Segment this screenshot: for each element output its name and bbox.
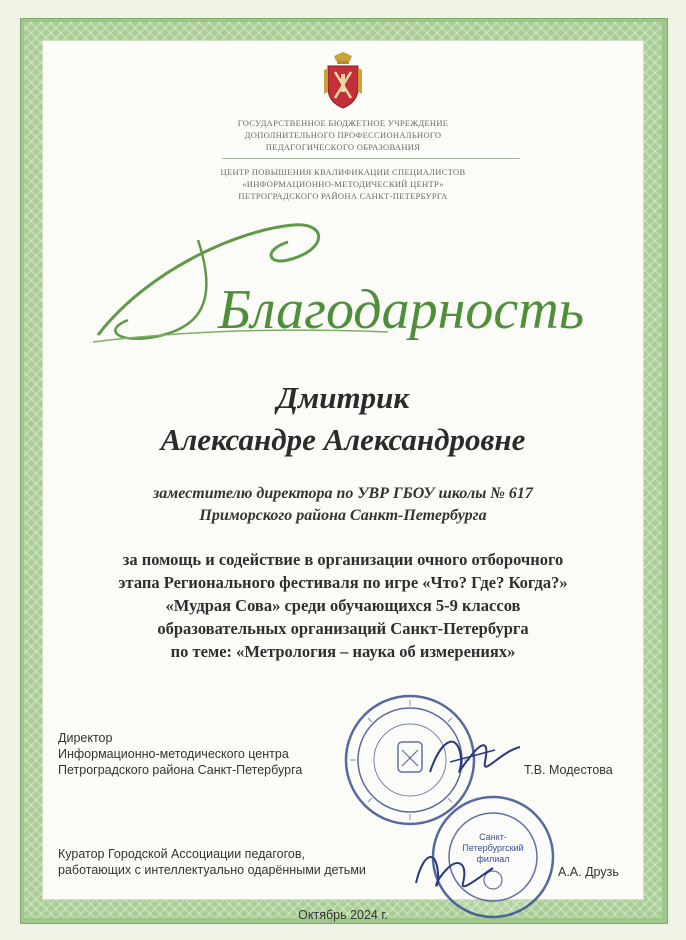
signatory1-title (58, 730, 302, 778)
signatory2-title (58, 846, 366, 878)
institution-line: ДОПОЛНИТЕЛЬНОГО ПРОФЕССИОНАЛЬНОГО (244, 130, 442, 140)
header-divider (222, 158, 520, 159)
center-line: «ИНФОРМАЦИОННО-МЕТОДИЧЕСКИЙ ЦЕНТР» (242, 179, 444, 189)
stamp-center-line: филиал (476, 854, 510, 864)
center-line: ЦЕНТР ПОВЫШЕНИЯ КВАЛИФИКАЦИИ СПЕЦИАЛИСТОВ (220, 167, 466, 177)
issue-date: Октябрь 2024 г. (298, 908, 388, 922)
reason-text (0, 548, 686, 663)
position-line: заместителю директора по УВР ГБОУ школы № 617 (153, 485, 533, 502)
title-text: Благодарность (218, 279, 585, 341)
reason-line: этапа Регионального фестиваля по игре «Что? Где? Когда?» (118, 573, 568, 592)
signatory1-line: Директор (58, 731, 113, 745)
reason-line: по теме: «Метрология – наука об измерениях» (170, 642, 516, 661)
signature-druz (408, 838, 498, 898)
institution-name (0, 117, 686, 153)
center-line: ПЕТРОГРАДСКОГО РАЙОНА САНКТ-ПЕТЕРБУРГА (238, 191, 448, 201)
signatory2-line: Куратор Городской Ассоциации педагогов, (58, 847, 305, 861)
certificate-title (88, 210, 598, 360)
reason-line: образовательных организаций Санкт-Петербурга (157, 619, 529, 638)
institution-line: ПЕДАГОГИЧЕСКОГО ОБРАЗОВАНИЯ (265, 142, 421, 152)
signatory2-line: работающих с интеллектуально одарёнными детьми (58, 863, 366, 877)
reason-line: «Мудрая Сова» среди обучающихся 5-9 классов (165, 596, 521, 615)
stamp-center-line: Петербургский (462, 843, 524, 853)
signatory1-name: Т.В. Модестова (524, 763, 613, 777)
position-line: Приморского района Санкт-Петербурга (199, 507, 487, 524)
signature-modestova (420, 722, 530, 792)
title-flourish (115, 240, 206, 339)
signatory1-line: Информационно-методического центра (58, 747, 289, 761)
stamp-center-line: Санкт- (479, 832, 507, 842)
recipient-given-names: Александре Александровне (160, 422, 526, 457)
coat-of-arms-icon (322, 52, 364, 110)
recipient-surname: Дмитрик (276, 380, 410, 415)
center-name (0, 166, 686, 202)
institution-line: ГОСУДАРСТВЕННОЕ БЮДЖЕТНОЕ УЧРЕЖДЕНИЕ (237, 118, 449, 128)
signatory2-name: А.А. Друзь (558, 865, 619, 879)
signatory1-line: Петроградского района Санкт-Петербурга (58, 763, 303, 777)
reason-line: за помощь и содействие в организации очного отборочного (122, 550, 564, 569)
